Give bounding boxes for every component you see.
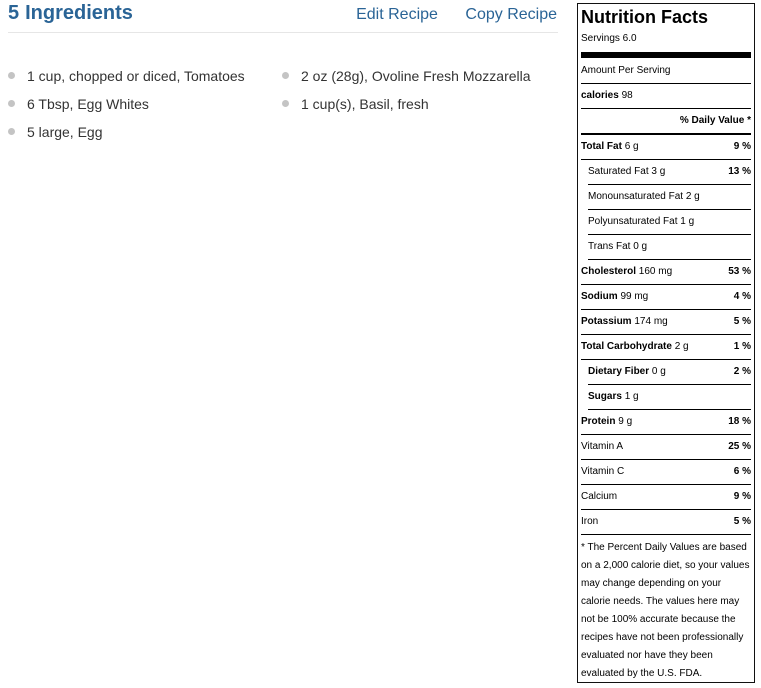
nutrient-row-vitamin-a	[581, 435, 751, 460]
nutrient-row-potassium	[581, 310, 751, 335]
ingredients-header	[8, 0, 558, 33]
ingredient-text: 2 oz (28g), Ovoline Fresh Mozzarella	[301, 68, 531, 84]
nutrient-row-dietary-fiber	[588, 360, 751, 385]
nutrient-label: Vitamin A	[581, 441, 624, 452]
calories-value: 98	[621, 90, 633, 101]
ingredients-count: 5	[8, 2, 20, 24]
nutrient-amount: 160 mg	[638, 266, 673, 277]
nutrient-row-trans-fat	[588, 235, 751, 260]
nutrient-label: Saturated Fat	[588, 166, 649, 177]
nutrient-row-saturated-fat	[588, 160, 751, 185]
nutrient-label: Calcium	[581, 491, 618, 502]
nutrient-label: Trans Fat	[588, 241, 631, 252]
nutrient-label: Iron	[581, 516, 599, 527]
ingredient-item	[8, 94, 245, 122]
nutrient-row-total-carbohydrate	[581, 335, 751, 360]
bullet-icon	[8, 100, 15, 107]
nutrient-row-sugars	[588, 385, 751, 410]
ingredient-item	[8, 122, 245, 150]
ingredient-text: 1 cup, chopped or diced, Tomatoes	[27, 68, 245, 84]
calories-row	[581, 84, 751, 109]
nutrient-percent: 25 %	[728, 441, 751, 452]
nutrient-label: Polyunsaturated Fat	[588, 216, 678, 227]
copy-recipe-link[interactable]: Copy Recipe	[465, 6, 557, 23]
ingredient-text: 6 Tbsp, Egg Whites	[27, 96, 149, 112]
nutrient-amount: 0 g	[633, 241, 648, 252]
ingredient-text: 1 cup(s), Basil, fresh	[301, 96, 429, 112]
nutrient-amount: 0 g	[651, 366, 666, 377]
nutrition-facts-title: Nutrition Facts	[581, 7, 709, 27]
nutrient-label: Dietary Fiber	[588, 366, 650, 377]
nutrient-amount: 9 g	[618, 416, 633, 427]
ingredients-title	[8, 2, 133, 25]
nutrient-amount: 99 mg	[620, 291, 649, 302]
daily-value-footnote: * The Percent Daily Values are based on a 2,000 calorie diet, so your values may change depending on your calorie needs. The values here may not be 100% accurate because the recipes have not been professionally evaluated nor have they been evaluated by the U.S. FDA.	[581, 542, 750, 679]
nutrient-amount: 3 g	[651, 166, 666, 177]
nutrient-label: Potassium	[581, 316, 632, 327]
ingredient-list-left	[8, 66, 245, 150]
nutrition-facts-panel	[577, 3, 755, 683]
nutrient-percent: 4 %	[733, 291, 751, 302]
nutrient-amount: 1 g	[624, 391, 639, 402]
nutrient-row-monounsaturated-fat	[588, 185, 751, 210]
nutrient-row-polyunsaturated-fat	[588, 210, 751, 235]
nutrient-row-total-fat	[581, 135, 751, 160]
nutrient-percent: 9 %	[733, 141, 751, 152]
nutrient-amount: 174 mg	[634, 316, 668, 327]
nutrient-percent: 6 %	[733, 466, 751, 477]
nutrient-label: Sugars	[588, 391, 622, 402]
nutrient-label: Total Fat	[581, 141, 622, 152]
nutrient-percent: 13 %	[728, 166, 751, 177]
nutrient-label: Sodium	[581, 291, 618, 302]
bullet-icon	[282, 100, 289, 107]
nutrient-row-cholesterol	[581, 260, 751, 285]
nutrient-percent: 5 %	[733, 516, 751, 527]
nutrient-amount: 2 g	[674, 341, 689, 352]
bullet-icon	[8, 72, 15, 79]
nutrient-percent: 9 %	[733, 491, 751, 502]
nutrient-row-calcium	[581, 485, 751, 510]
nutrient-label: Vitamin C	[581, 466, 625, 477]
ingredient-text: 5 large, Egg	[27, 124, 103, 140]
nutrient-percent: 18 %	[728, 416, 751, 427]
nutrient-amount: 2 g	[685, 191, 700, 202]
amount-per-serving: Amount Per Serving	[581, 58, 751, 84]
nutrient-label: Monounsaturated Fat	[588, 191, 684, 202]
ingredient-list-right	[282, 66, 531, 122]
nutrient-row-iron	[581, 510, 751, 535]
edit-recipe-link[interactable]: Edit Recipe	[356, 6, 438, 23]
daily-value-header: % Daily Value *	[581, 109, 751, 135]
servings-text: Servings 6.0	[581, 33, 637, 44]
bullet-icon	[8, 128, 15, 135]
nutrient-amount: 1 g	[680, 216, 695, 227]
nutrient-percent: 1 %	[733, 341, 751, 352]
nutrient-row-sodium	[581, 285, 751, 310]
nutrient-row-protein	[581, 410, 751, 435]
nutrient-label: Total Carbohydrate	[581, 341, 672, 352]
nutrient-label: Cholesterol	[581, 266, 637, 277]
ingredients-heading: Ingredients	[25, 2, 133, 24]
ingredient-item	[282, 94, 531, 122]
nutrient-label: Protein	[581, 416, 616, 427]
nutrient-row-vitamin-c	[581, 460, 751, 485]
bullet-icon	[282, 72, 289, 79]
nutrient-percent: 53 %	[728, 266, 751, 277]
nutrient-percent: 2 %	[733, 366, 751, 377]
calories-label: calories	[581, 90, 619, 101]
recipe-actions	[356, 6, 557, 24]
nutrient-percent: 5 %	[733, 316, 751, 327]
nutrient-amount: 6 g	[624, 141, 639, 152]
ingredient-item	[8, 66, 245, 94]
ingredient-item	[282, 66, 531, 94]
